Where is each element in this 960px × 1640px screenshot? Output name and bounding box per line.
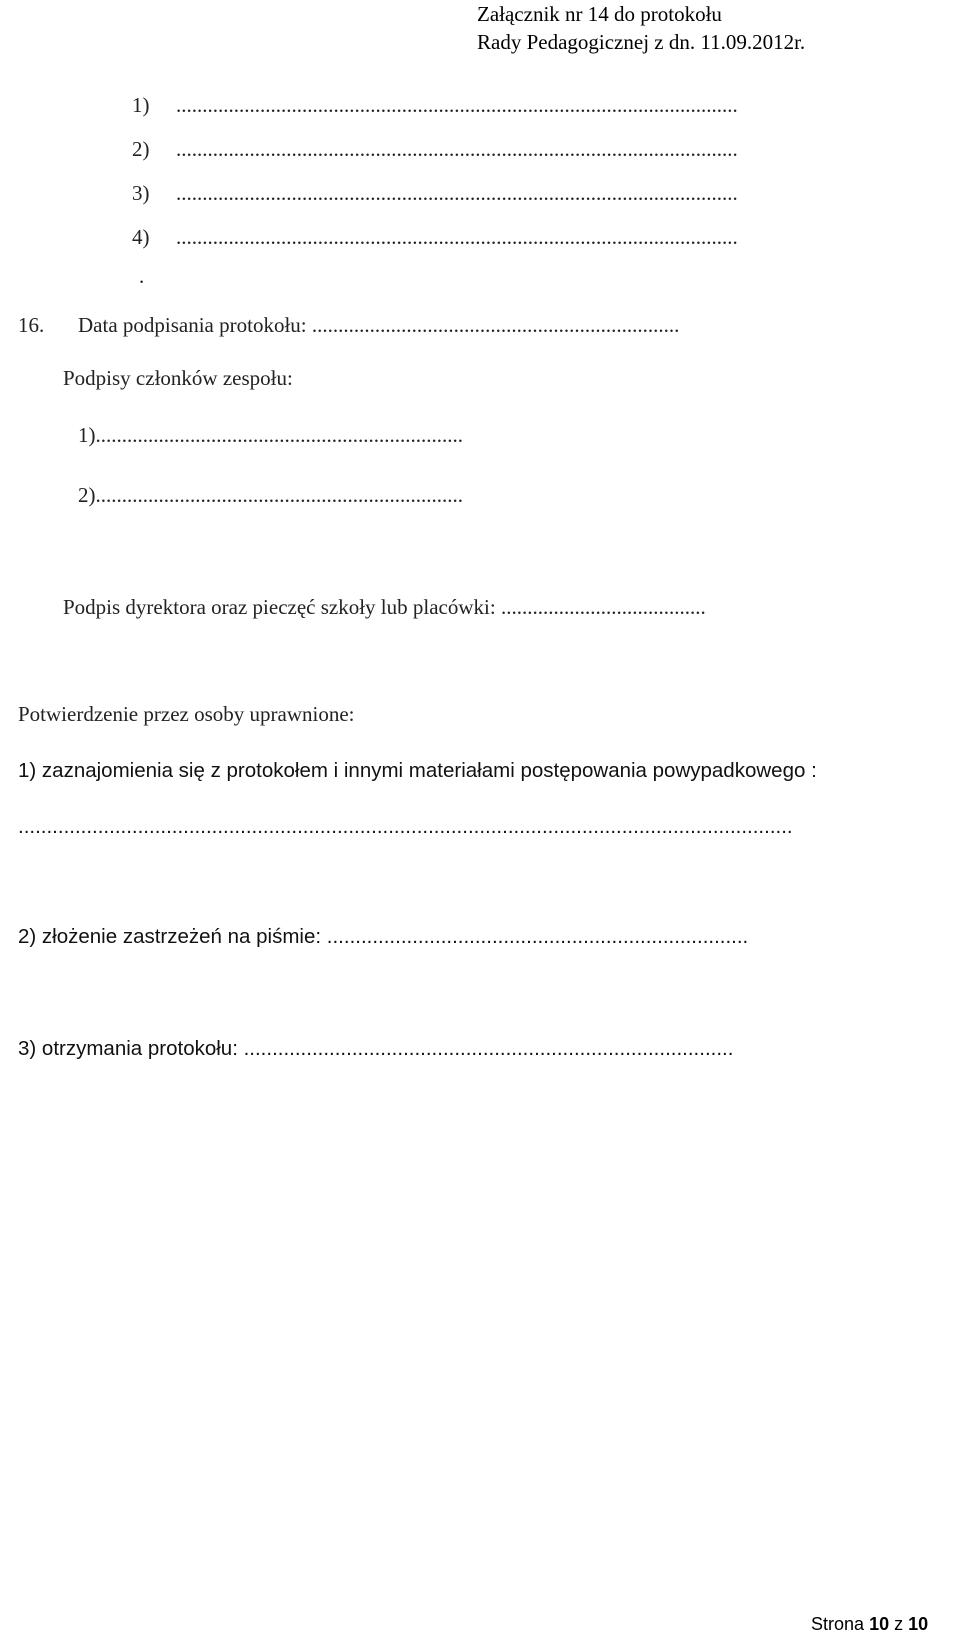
list-item-4 xyxy=(132,225,940,250)
team-signatures-label: Podpisy członków zespołu: xyxy=(63,366,293,390)
footer-separator: z xyxy=(894,1614,904,1634)
list-item-dots: ........................................................................................................... xyxy=(176,225,738,249)
list-item-number: 1) xyxy=(132,93,150,117)
list-item-2 xyxy=(132,137,940,162)
team-signature-dots: ...................................................................... xyxy=(95,423,463,447)
section-16-number: 16. xyxy=(18,313,45,337)
stray-dot: . xyxy=(139,264,145,288)
section-16 xyxy=(18,313,938,338)
list-item-1 xyxy=(132,93,940,118)
team-signature-number: 1) xyxy=(78,423,96,447)
header-line-2: Rady Pedagogicznej z dn. 11.09.2012r. xyxy=(477,30,806,54)
confirmation-title: Potwierdzenie przez osoby uprawnione: xyxy=(18,702,355,726)
list-item-dots: ........................................................................................................... xyxy=(176,93,738,117)
list-item-number: 2) xyxy=(132,137,150,161)
list-item-number: 3) xyxy=(132,181,150,205)
list-item-3 xyxy=(132,181,940,206)
confirmation-item-3: 3) otrzymania protokołu: ...................................................................................... xyxy=(18,1037,734,1060)
list-item-dots: ........................................................................................................... xyxy=(176,181,738,205)
section-16-text: Data podpisania protokołu: ...................................................................... xyxy=(78,313,680,337)
header-line-1: Załącznik nr 14 do protokołu xyxy=(477,2,722,26)
team-signature-dots: ...................................................................... xyxy=(95,483,463,507)
footer-prefix: Strona xyxy=(811,1614,865,1634)
director-signature: Podpis dyrektora oraz pieczęć szkoły lub placówki: ....................................... xyxy=(63,595,706,619)
team-signature-number: 2) xyxy=(78,483,96,507)
team-signature-1 xyxy=(78,423,638,448)
footer-total-pages: 10 xyxy=(908,1614,929,1634)
footer-page-number: 10 xyxy=(869,1614,890,1634)
confirmation-item-1-dots: ........................................................................................................................................ xyxy=(18,815,793,838)
confirmation-item-1: 1) zaznajomienia się z protokołem i innymi materiałami postępowania powypadkowego : xyxy=(18,759,817,782)
page-footer xyxy=(811,1614,928,1635)
confirmation-item-2: 2) złożenie zastrzeżeń na piśmie: .......................................................................... xyxy=(18,925,749,948)
team-signature-2 xyxy=(78,483,638,508)
list-item-number: 4) xyxy=(132,225,150,249)
list-item-dots: ........................................................................................................... xyxy=(176,137,738,161)
